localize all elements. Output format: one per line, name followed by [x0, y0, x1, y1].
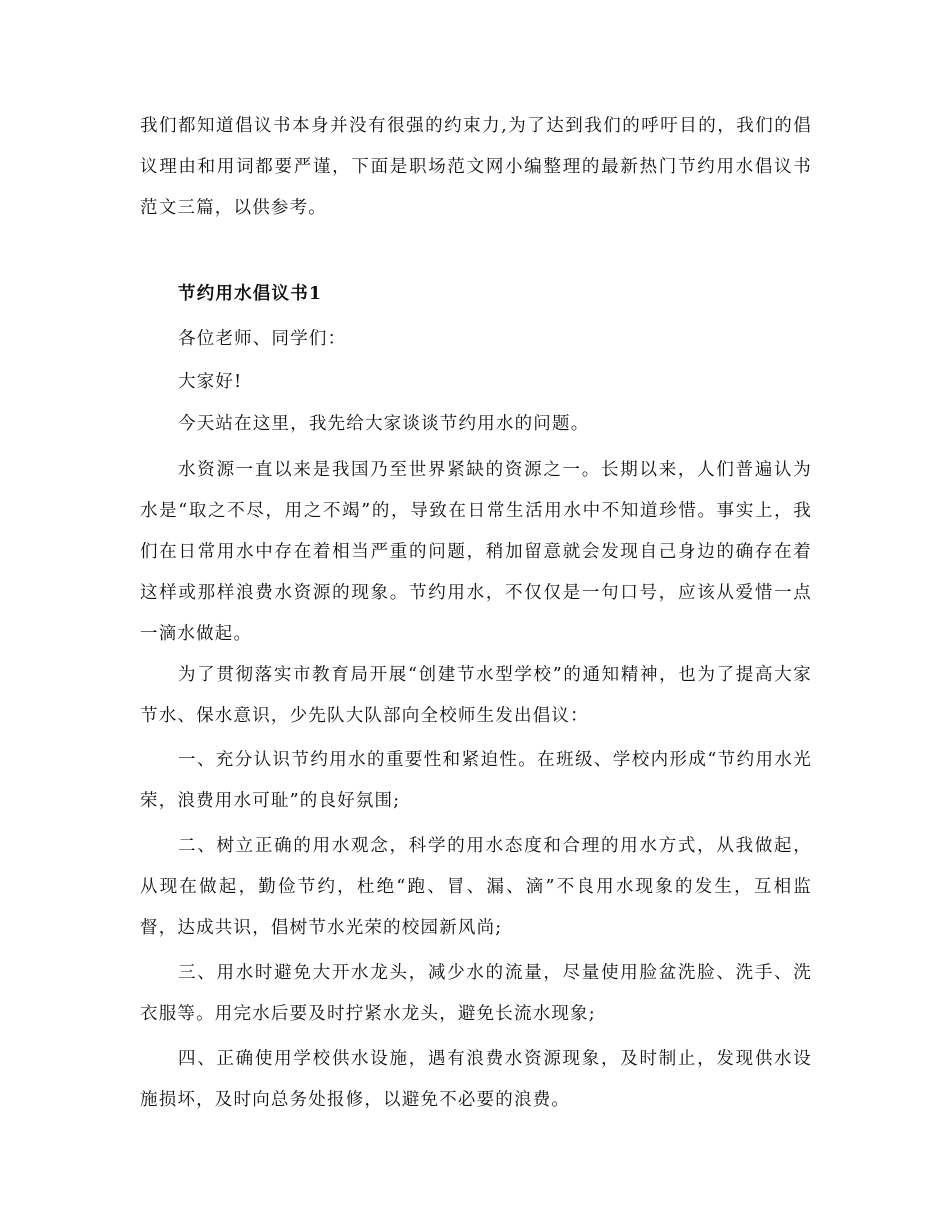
proposal-item-2: 二、树立正确的用水观念，科学的用水态度和合理的用水方式，从我做起，从现在做起，勤俭节约，杜绝“跑、冒、漏、滴”不良用水现象的发生，互相监督，达成共识，倡树节水光荣的校园新风尚;: [140, 836, 812, 938]
body-paragraph-1: 水资源一直以来是我国乃至世界紧缺的资源之一。长期以来，人们普遍认为水是“取之不尽，用之不竭”的，导致在日常生活用水中不知道珍惜。事实上，我们在日常用水中存在着相当严重的问题，稍加留意就会发现自己身边的确存在着这样或那样浪费水资源的现象。节约用水，不仅仅是一句口号，应该从爱惜一点一滴水做起。: [140, 460, 812, 644]
proposal-item-1: 一、充分认识节约用水的重要性和紧迫性。在班级、学校内形成“节约用水光荣，浪费用水可耻”的良好氛围;: [140, 750, 812, 811]
body-paragraph-2: 为了贯彻落实市教育局开展“创建节水型学校”的通知精神，也为了提高大家节水、保水意识，少先队大队部向全校师生发出倡议：: [140, 665, 812, 726]
greeting-line: 各位老师、同学们：: [178, 329, 347, 349]
proposal-item-3: 三、用水时避免大开水龙头，减少水的流量，尽量使用脸盆洗脸、洗手、洗衣服等。用完水后要及时拧紧水龙头，避免长流水现象;: [140, 963, 812, 1024]
intro-paragraph: 我们都知道倡议书本身并没有很强的约束力,为了达到我们的呼吁目的，我们的倡议理由和用词都要严谨，下面是职场范文网小编整理的最新热门节约用水倡议书范文三篇，以供参考。: [140, 116, 812, 218]
hello-line: 大家好!: [178, 372, 243, 392]
opening-line: 今天站在这里，我先给大家谈谈节约用水的问题。: [178, 414, 590, 434]
section-title: 节约用水倡议书1: [178, 284, 323, 304]
proposal-item-4: 四、正确使用学校供水设施，遇有浪费水资源现象，及时制止，发现供水设施损坏，及时向总务处报修，以避免不必要的浪费。: [140, 1049, 812, 1110]
